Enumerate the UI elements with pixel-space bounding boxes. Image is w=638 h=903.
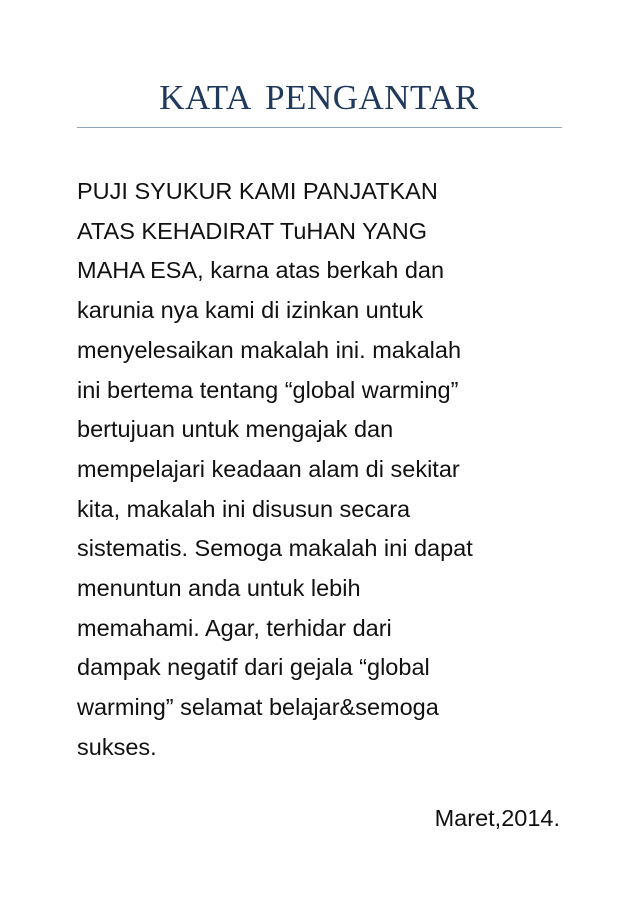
body-line: ini bertema tentang “global warming” <box>77 376 459 403</box>
body-line: warming” selamat belajar&semoga <box>77 694 439 721</box>
body-line: menyelesaikan makalah ini. makalah <box>77 336 462 363</box>
body-line: sistematis. Semoga makalah ini dapat <box>77 535 473 562</box>
body-line: dampak negatif dari gejala “global <box>77 654 430 681</box>
body-line: ATAS KEHADIRAT TuHAN YANG <box>77 217 427 244</box>
body-line: mempelajari keadaan alam di sekitar <box>77 455 460 482</box>
body-line: PUJI SYUKUR KAMI PANJATKAN <box>77 178 438 204</box>
body-line: sukses. <box>77 733 157 760</box>
body-paragraph <box>77 172 577 768</box>
body-line: karunia nya kami di izinkan untuk <box>77 297 424 324</box>
body-line: memahami. Agar, terhidar dari <box>77 614 392 641</box>
page-title: KATA PENGANTAR <box>159 78 479 117</box>
body-line: bertujuan untuk mengajak dan <box>77 416 394 443</box>
date-signoff: Maret,2014. <box>434 805 560 831</box>
body-line: menuntun anda untuk lebih <box>77 575 361 602</box>
title-divider <box>77 127 562 128</box>
body-line: MAHA ESA, karna atas berkah dan <box>77 257 445 284</box>
body-line: kita, makalah ini disusun secara <box>77 495 411 522</box>
